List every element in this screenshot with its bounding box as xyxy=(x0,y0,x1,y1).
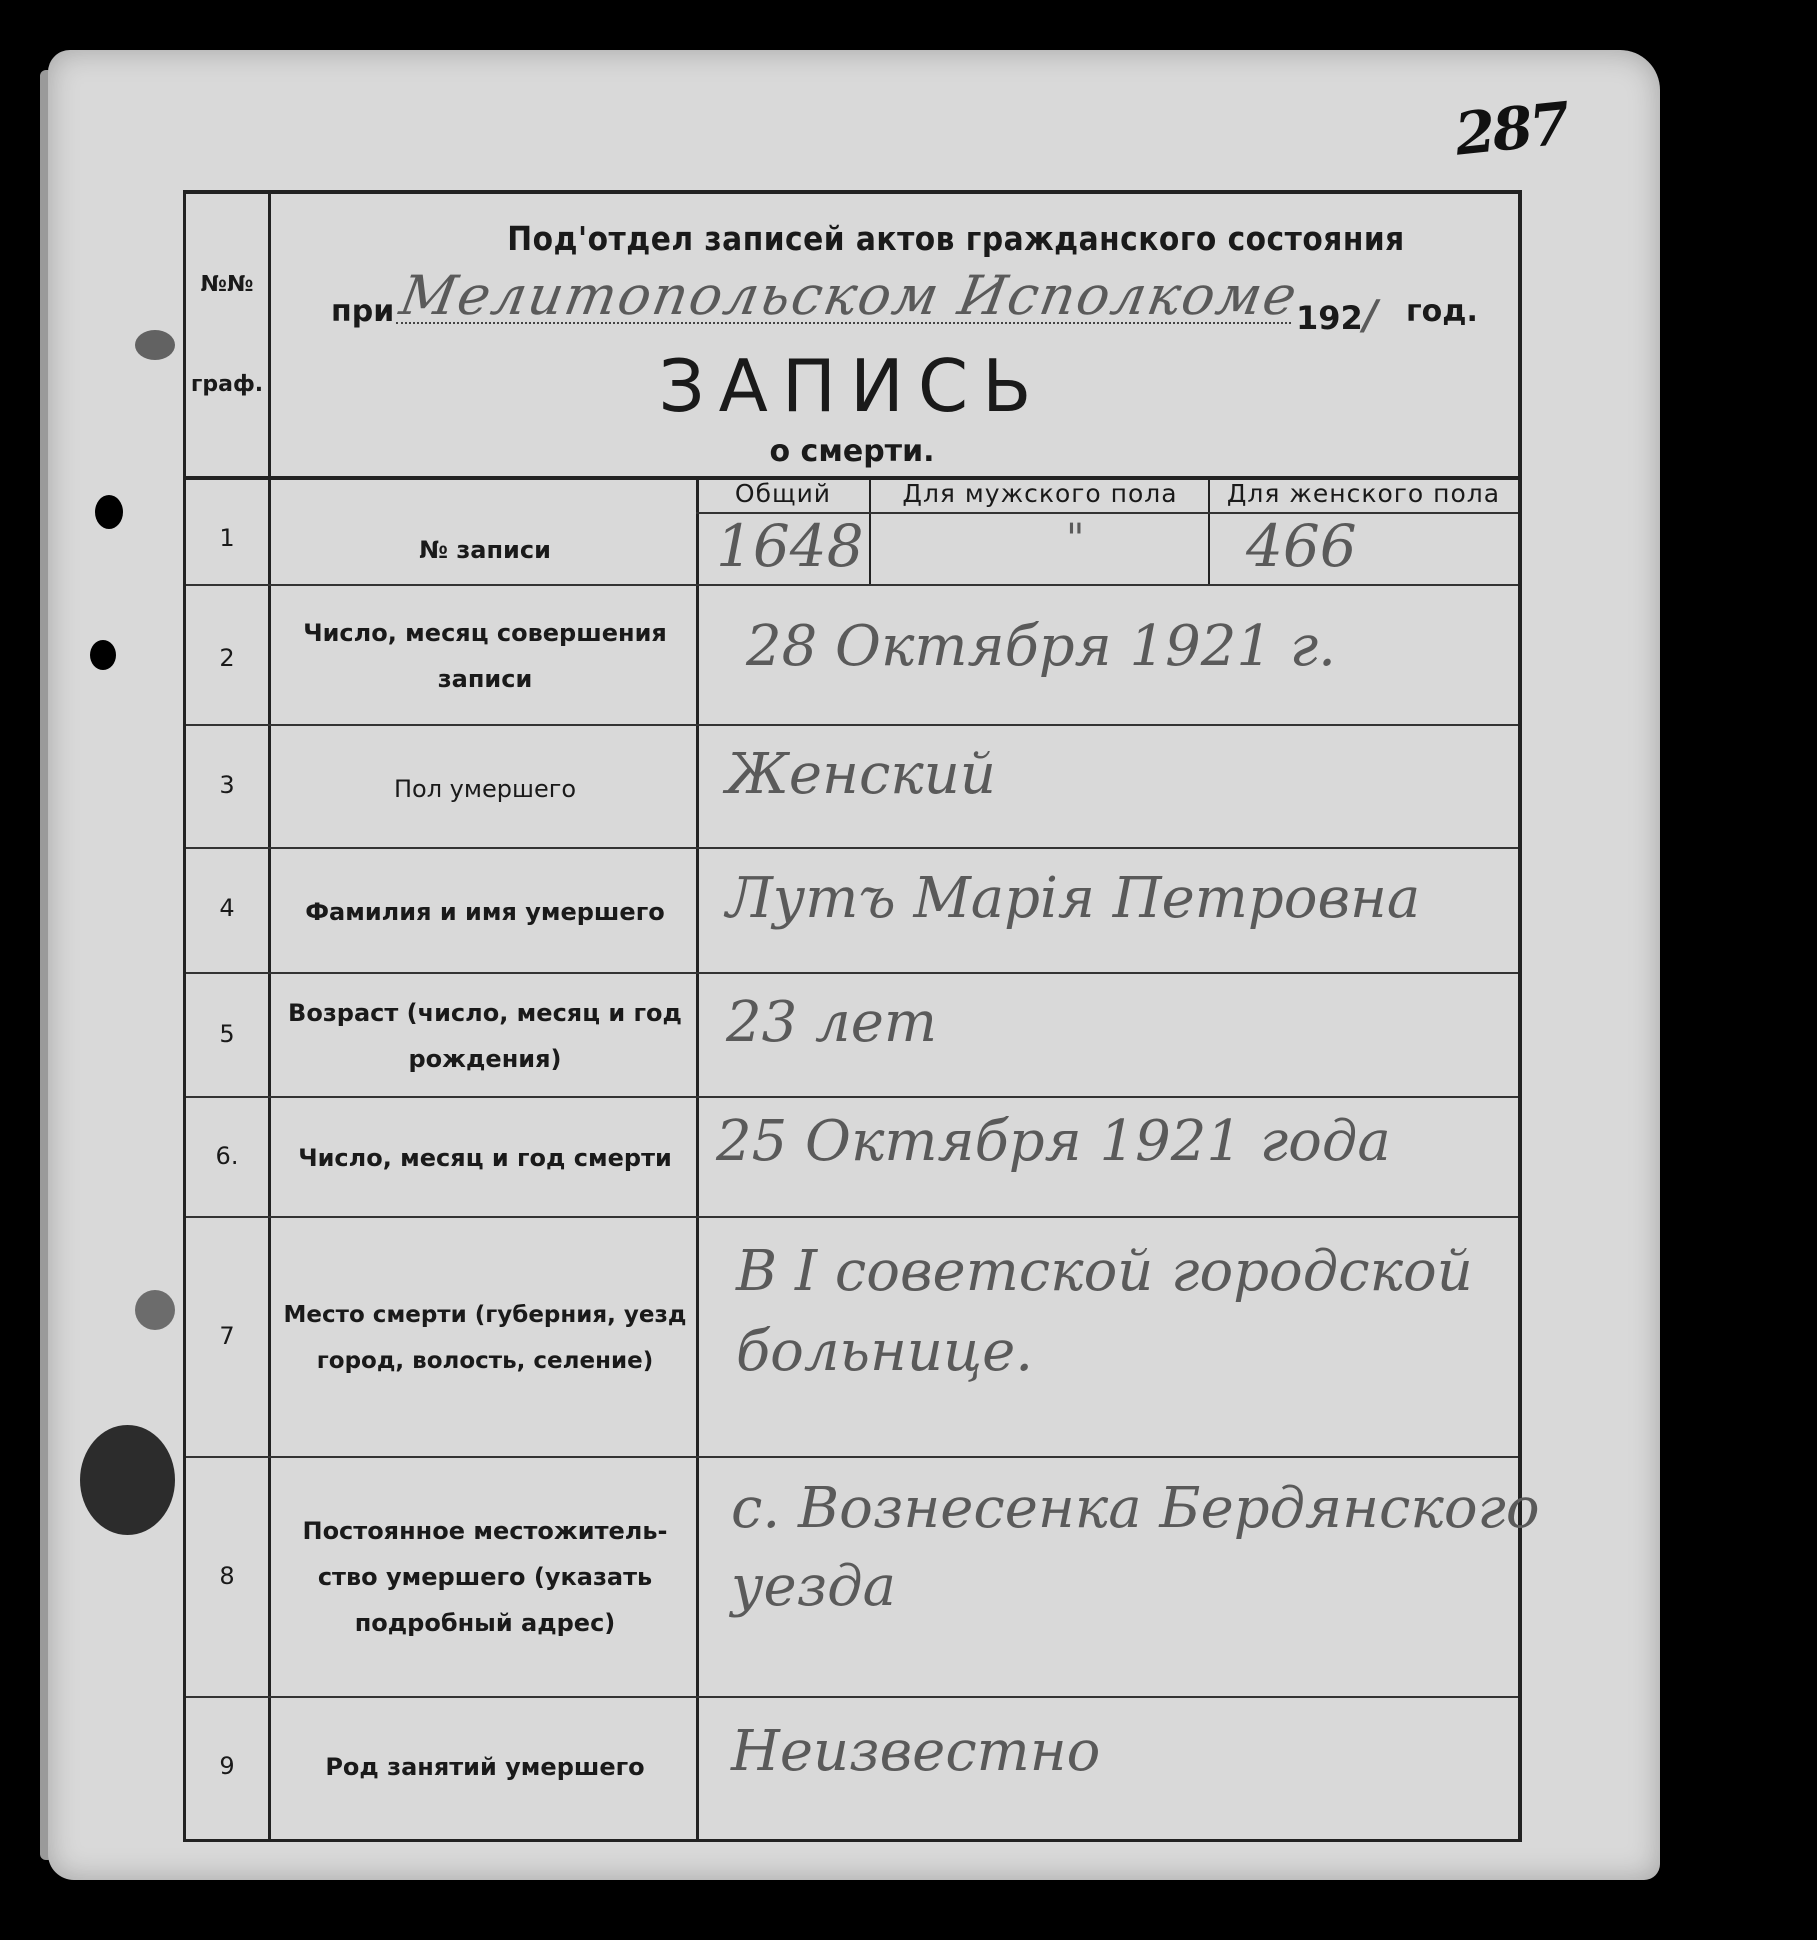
row-label: Постоянное местожитель- ство умершего (указать подробный адрес) xyxy=(302,1517,668,1637)
col-divider-labels xyxy=(696,477,699,1839)
row-divider xyxy=(186,1456,1518,1458)
number-col-label: №№ xyxy=(200,272,254,297)
row-number: 8 xyxy=(219,1562,235,1590)
page-subtitle: о смерти. xyxy=(769,434,935,469)
deceased-age: 23 лет xyxy=(726,990,937,1055)
deceased-sex: Женский xyxy=(726,742,996,807)
row-number: 6. xyxy=(215,1142,239,1170)
deceased-name: Лутъ Марія Петровна xyxy=(726,866,1421,931)
row-number: 7 xyxy=(219,1322,235,1350)
death-record-form xyxy=(183,190,1540,1842)
col-divider-general xyxy=(869,477,871,585)
row-label: № записи xyxy=(419,536,551,564)
occupation: Неизвестно xyxy=(731,1719,1101,1784)
row-label: Число, месяц и год смерти xyxy=(298,1144,672,1172)
binder-hole xyxy=(80,1425,175,1535)
col-header-female: Для женского пола xyxy=(1226,479,1501,508)
row-divider xyxy=(186,724,1518,726)
death-date: 25 Октября 1921 года xyxy=(716,1109,1391,1174)
row-number: 1 xyxy=(219,524,235,552)
binder-hole xyxy=(135,1290,175,1330)
pri-label: при xyxy=(331,294,395,329)
year-suffix: год. xyxy=(1406,294,1478,329)
row-label: Род занятий умершего xyxy=(325,1753,645,1781)
row-number: 5 xyxy=(219,1020,235,1048)
col-header-male: Для мужского пола xyxy=(902,479,1178,508)
row-label: Место смерти (губерния, уезд город, волость, селение) xyxy=(283,1302,687,1374)
row-number: 2 xyxy=(219,644,235,672)
number-col-label: граф. xyxy=(190,372,264,397)
residence-line2: уезда xyxy=(731,1554,897,1619)
page-title: ЗАПИСЬ xyxy=(658,344,1046,428)
year-prefix: 192/ xyxy=(1296,292,1378,339)
record-number-female: 466 xyxy=(1246,512,1357,580)
row-label: Фамилия и имя умершего xyxy=(305,898,665,926)
binder-hole xyxy=(90,640,116,670)
col-divider-male xyxy=(1208,477,1210,585)
row-number: 9 xyxy=(219,1752,235,1780)
record-number-general: 1648 xyxy=(716,512,864,580)
row-divider xyxy=(186,972,1518,974)
row-divider xyxy=(186,1696,1518,1698)
death-place-line2: больнице. xyxy=(736,1319,1034,1384)
row-label: Пол умершего xyxy=(393,775,577,803)
row-divider xyxy=(186,847,1518,849)
binder-hole xyxy=(95,495,123,529)
row-label: Число, месяц совершения записи xyxy=(303,619,667,693)
row-number: 4 xyxy=(219,894,235,922)
death-place-line1: В I советской городской xyxy=(736,1239,1473,1304)
record-number-male: " xyxy=(1066,516,1085,562)
row-divider xyxy=(186,584,1518,586)
record-date: 28 Октября 1921 г. xyxy=(746,614,1336,679)
binder-hole xyxy=(135,330,175,360)
pri-handwritten: Мелитопольском Исполкоме xyxy=(395,264,1304,327)
row-divider xyxy=(186,1096,1518,1098)
row-label: Возраст (число, месяц и год рождения) xyxy=(288,999,682,1073)
office-heading: Под'отдел записей актов гражданского состояния xyxy=(507,219,1405,258)
residence-line1: с. Вознесенка Бердянского xyxy=(731,1476,1540,1541)
col-header-general: Общий xyxy=(734,479,832,508)
row-number: 3 xyxy=(219,771,235,799)
row-divider xyxy=(186,1216,1518,1218)
page-number: 287 xyxy=(1451,89,1571,169)
